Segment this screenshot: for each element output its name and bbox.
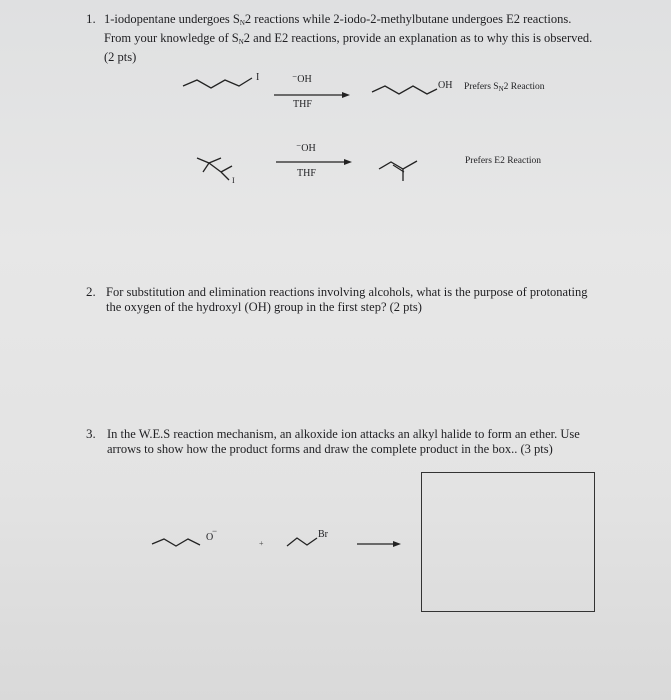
question-3-number: 3.	[86, 426, 96, 441]
question-1-number: 1.	[86, 11, 96, 26]
question-2-text: For substitution and elimination reactions involving alcohols, what is the purpose of protonating the oxygen of the hydroxyl (OH) group in the first step? (2 pts)	[106, 285, 588, 314]
reaction-arrow-2	[274, 157, 354, 167]
iodomethylbutane-structure	[196, 152, 246, 192]
sn2-preference-note: Prefers $S_N2$ Reaction	[464, 82, 545, 93]
reaction-arrow-3	[356, 539, 406, 549]
e2-preference-note: Prefers E2 Reaction	[465, 156, 541, 166]
reagent-hydroxide-2: ⁻OH	[296, 143, 316, 154]
alkene-product-structure	[377, 155, 427, 185]
product-answer-box[interactable]	[421, 472, 595, 612]
alkoxide-structure	[150, 536, 210, 556]
question-1-text: 1-iodopentane undergoes $S_N2$ reactions while 2-iodo-2-methylbutane undergoes E2 reactions. From your knowledge of $S_N2$ and E2 reactions, provide an explanation as to why this is observed. (2 pts)	[104, 12, 593, 64]
solvent-thf-2: THF	[297, 168, 316, 179]
alkoxide-oxygen-label: O	[206, 532, 214, 543]
iodine-label-2: I	[232, 176, 235, 185]
pentanol-structure	[369, 80, 449, 110]
alkoxide-charge: −	[212, 526, 218, 536]
question-3-text: In the W.E.S reaction mechanism, an alkoxide ion attacks an alkyl halide to form an ether. Use arrows to show how the product forms and draw the complete product in the box.. (3 pts)	[107, 427, 580, 456]
iodine-label: I	[256, 72, 260, 83]
reaction-arrow-1	[272, 90, 352, 100]
reagent-hydroxide-1: ⁻OH	[292, 74, 312, 85]
plus-sign: +	[259, 539, 264, 548]
question-2-number: 2.	[86, 284, 96, 299]
bromine-label: Br	[318, 529, 328, 540]
solvent-thf-1: THF	[293, 99, 312, 110]
hydroxyl-product-label: OH	[438, 80, 453, 91]
iodopentane-structure	[180, 72, 260, 102]
